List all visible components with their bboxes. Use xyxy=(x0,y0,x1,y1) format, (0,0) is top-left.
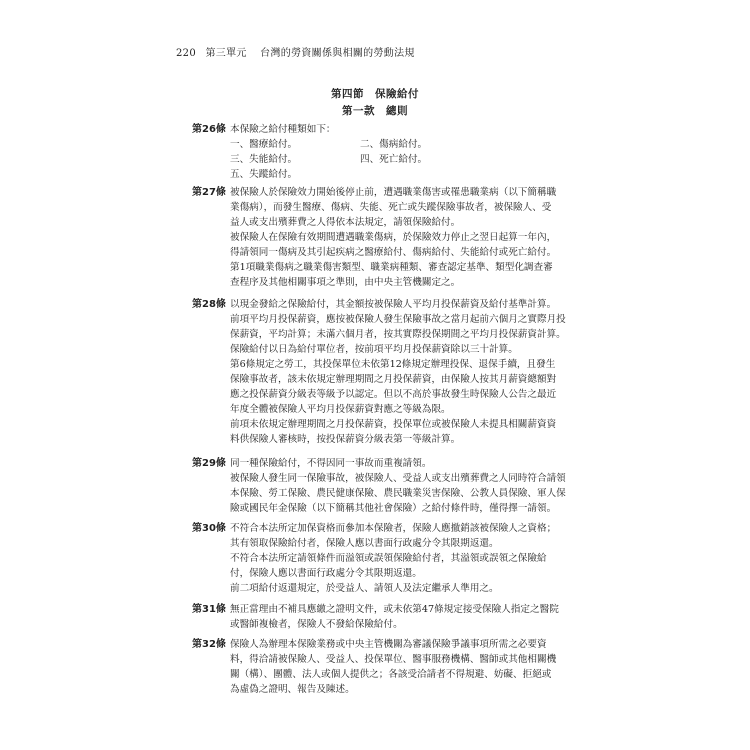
text-line: 前二項給付返還規定，於受益人、請領人及法定繼承人準用之。 xyxy=(230,583,499,594)
text-line: 業傷病），而發生醫療、傷病、失能、死亡或失蹤保險事故者，被保險人、受 xyxy=(230,202,552,213)
article-27 xyxy=(192,185,592,290)
text-line: 第1項職業傷病之職業傷害類型、職業病種類、審查認定基準、類型化調查審 xyxy=(230,262,553,273)
text-line: 不符合本法所定加保資格而參加本保險者，保險人應撤銷該被保險人之資格； xyxy=(230,523,557,534)
benefit-item: 四、死亡給付。 xyxy=(360,154,428,165)
text-line: 或醫師複檢者，保險人不發給保險給付。 xyxy=(230,619,403,630)
article-32 xyxy=(192,637,592,697)
text-line: 查程序及其他相關事項之準則，由中央主管機關定之。 xyxy=(230,277,461,288)
article-number: 第26條 xyxy=(192,124,226,135)
text-line: 為虛偽之證明、報告及陳述。 xyxy=(230,684,355,695)
article-30 xyxy=(192,521,592,596)
article-number: 第28條 xyxy=(192,299,226,310)
benefit-item: 五、失蹤給付。 xyxy=(230,169,298,180)
text-line: 年度全體被保險人平均月投保薪資對應之等級為限。 xyxy=(230,404,451,415)
text-line: 料，得洽請被保險人、受益人、投保單位、醫事服務機構、醫師或其他相關機 xyxy=(230,654,557,665)
article-number: 第29條 xyxy=(192,458,226,469)
text-line: 無正當理由不補具應繳之證明文件，或未依第47條規定接受保險人指定之醫院 xyxy=(230,604,559,615)
text-line: 料供保險人審核時，按投保薪資分級表第一等級計算。 xyxy=(230,434,461,445)
article-body xyxy=(230,456,592,516)
text-line: 不符合本法所定請領條件而溢領或誤領保險給付者，其溢領或誤領之保險給 xyxy=(230,553,547,564)
text-line: 應之投保薪資分級表等級予以認定。但以不高於事故發生時保險人公告之最近 xyxy=(230,389,557,400)
running-header xyxy=(176,44,415,59)
benefit-item: 三、失能給付。 xyxy=(230,154,298,165)
article-intro: 本保險之給付種類如下： xyxy=(230,124,336,135)
text-line: 其有領取保險給付者，保險人應以書面行政處分令其限期返還。 xyxy=(230,538,499,549)
text-line: 本保險、勞工保險、農民健康保險、農民職業災害保險、公教人員保險、軍人保 xyxy=(230,488,566,499)
article-26 xyxy=(192,122,592,182)
text-line: 被保險人發生同一保險事故，被保險人、受益人或支出殯葬費之人同時符合請領 xyxy=(230,473,566,484)
text-line: 保薪資，平均計算；未滿六個月者，按其實際投保期間之平均月投保薪資計算。 xyxy=(230,329,566,340)
unit-label: 第三單元 xyxy=(205,48,247,59)
text-line: 被保險人於保險效力開始後停止前，遭遇職業傷害或罹患職業病（以下簡稱職 xyxy=(230,187,557,198)
article-number: 第27條 xyxy=(192,187,226,198)
text-line: 被保險人在保險有效期間遭遇職業傷病，於保險效力停止之翌日起算一年內， xyxy=(230,232,557,243)
text-line: 第6條規定之勞工，其投保單位未依第12條規定辦理投保、退保手續，且發生 xyxy=(230,359,556,370)
page-number: 220 xyxy=(176,48,196,59)
article-29 xyxy=(192,456,592,516)
text-line: 險或國民年金保險（以下簡稱其他社會保險）之給付條件時，僅得擇一請領。 xyxy=(230,503,557,514)
text-line: 保險給付以日為給付單位者，按前項平均月投保薪資除以三十計算。 xyxy=(230,344,518,355)
article-body xyxy=(230,521,592,596)
text-line: 保險人為辦理本保險業務或中央主管機關為審議保險爭議事項所需之必要資 xyxy=(230,639,547,650)
article-number: 第32條 xyxy=(192,639,226,650)
text-line: 前項平均月投保薪資，應按被保險人發生保險事故之當月起前六個月之實際月投 xyxy=(230,314,566,325)
article-31 xyxy=(192,602,592,632)
text-line: 保險事故者，該未依規定辦理期間之月投保薪資，由保險人按其月薪資總額對 xyxy=(230,374,557,385)
text-line: 得請領同一傷病及其引起疾病之醫療給付、傷病給付、失能給付或死亡給付。 xyxy=(230,247,557,258)
text-line: 付，保險人應以書面行政處分令其限期返還。 xyxy=(230,568,422,579)
article-number: 第30條 xyxy=(192,523,226,534)
article-number: 第31條 xyxy=(192,604,226,615)
header-subtitle: 台灣的勞資關係與相關的勞動法規 xyxy=(260,48,415,59)
article-body xyxy=(230,602,592,632)
text-line: 前項未依規定辦理期間之月投保薪資，投保單位或被保險人未提具相關薪資資 xyxy=(230,419,557,430)
benefit-item: 二、傷病給付。 xyxy=(360,139,428,150)
text-line: 益人或支出殯葬費之人得依本法規定，請領保險給付。 xyxy=(230,217,461,228)
article-28 xyxy=(192,297,592,447)
article-body xyxy=(230,637,592,697)
article-body xyxy=(230,297,592,447)
benefit-item: 一、醫療給付。 xyxy=(230,139,298,150)
text-line: 以現金發給之保險給付，其金額按被保險人平均月投保薪資及給付基準計算。 xyxy=(230,299,557,310)
text-line: 關（構）、團體、法人或個人提供之；各該受洽請者不得規避、妨礙、拒絕或 xyxy=(230,669,552,680)
benefit-items xyxy=(230,137,592,182)
section-title: 第四節 保險給付 xyxy=(331,88,419,100)
text-line: 同一種保險給付，不得因同一事故而重複請領。 xyxy=(230,458,432,469)
article-body xyxy=(230,185,592,290)
subsection-title: 第一款 總則 xyxy=(342,105,408,117)
article-body xyxy=(230,122,592,182)
